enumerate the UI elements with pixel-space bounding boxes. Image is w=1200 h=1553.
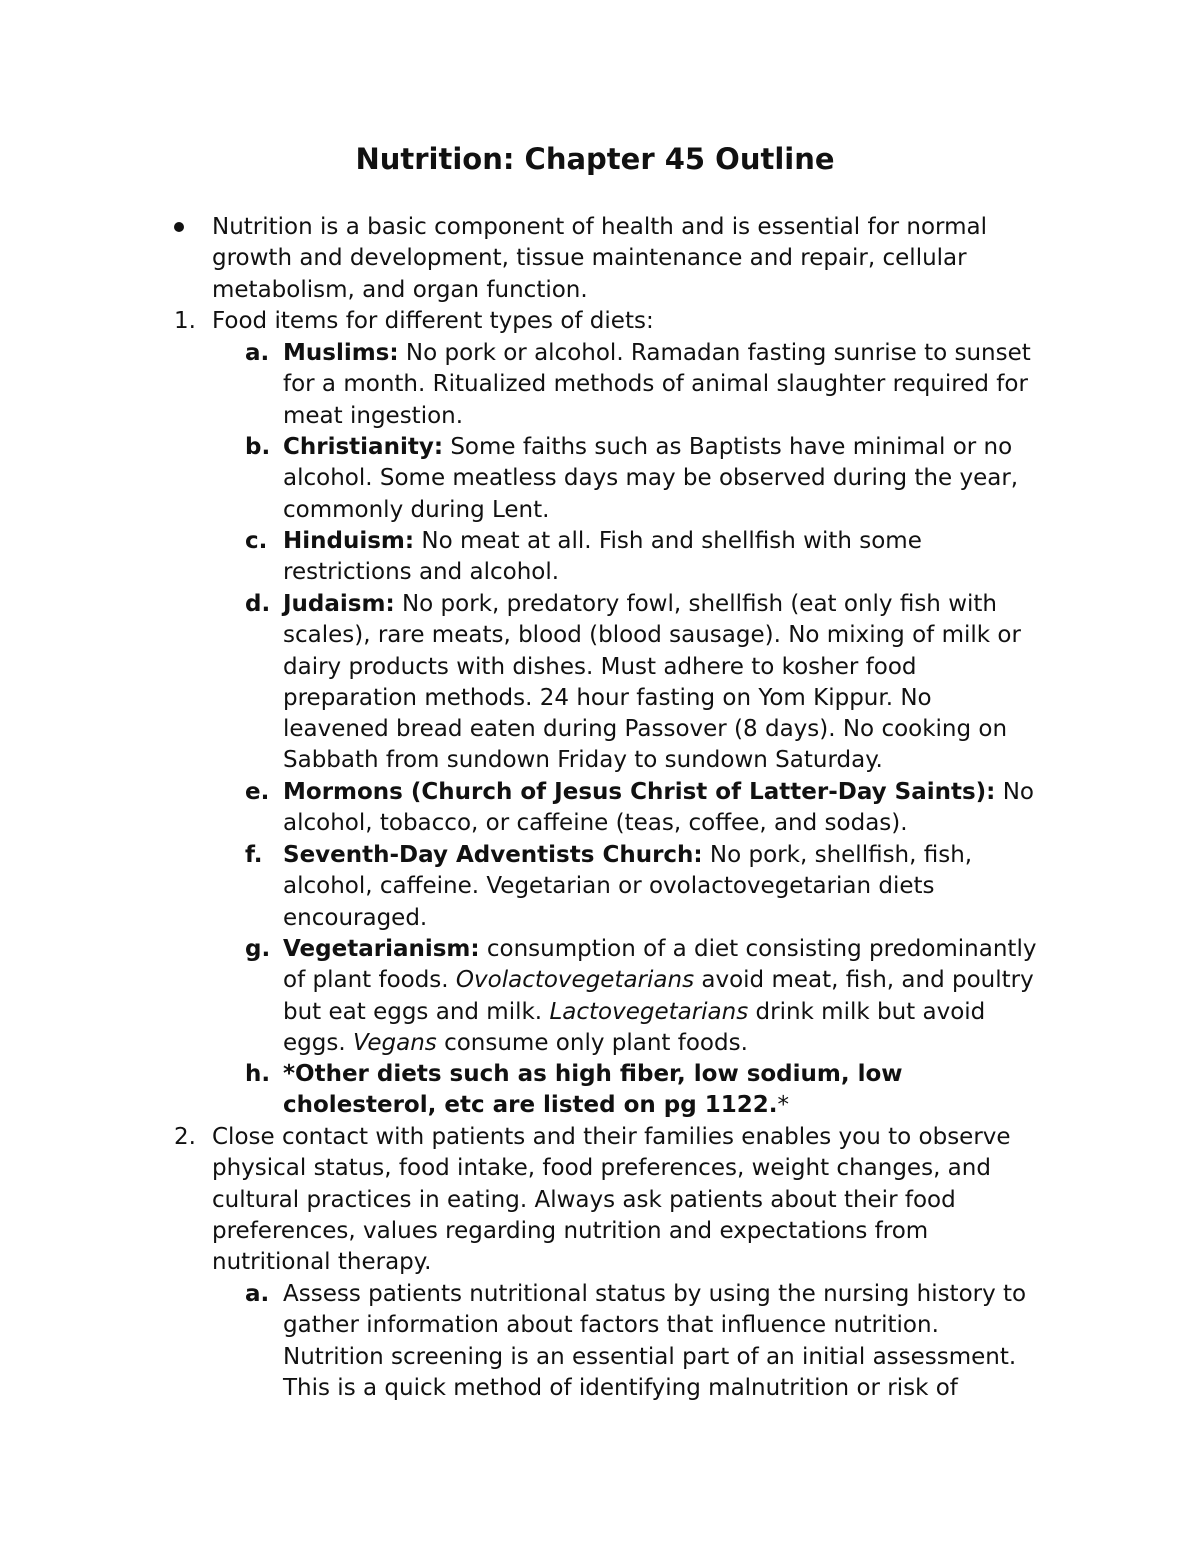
intro-text: Nutrition is a basic component of health and is essential for normal growth and development, tissue maintenance and repair, cellular metabolism, and organ function. <box>212 214 987 303</box>
sublist-item-judaism: d. Judaism: No pork, predatory fowl, shellfish (eat only fish with scales), rare meats, blood (blood sausage). No mixing of milk or dairy products with dishes. Must adhere to kosher food preparation methods. 24 hour fasting on Yom Kippur. No leavened bread eaten during Passover (8 days). No cooking on Sabbath from sundown Friday to sundown Saturday. <box>245 591 1021 774</box>
item-label: Vegetarianism: <box>283 936 480 962</box>
item-label: Mormons (Church of Jesus Christ of Latter-Day Saints): <box>283 779 996 805</box>
bullet-icon <box>174 222 184 232</box>
item-label: Judaism: <box>283 591 395 617</box>
list-letter: e. <box>245 779 270 805</box>
list-item-1 <box>174 306 654 337</box>
term-vegans: Vegans <box>352 1029 437 1056</box>
intro-bullet <box>212 212 987 306</box>
page-title: Nutrition: Chapter 45 Outline <box>355 142 835 176</box>
list-item-text: Food items for different types of diets: <box>212 308 654 334</box>
list-letter: f. <box>245 842 263 868</box>
item-label: Christianity: <box>283 434 444 460</box>
list-letter: b. <box>245 434 271 460</box>
list-letter: h. <box>245 1061 271 1087</box>
sublist-item-mormons: e. Mormons (Church of Jesus Christ of Latter-Day Saints): No alcohol, tobacco, or caffeine (teas, coffee, and sodas). <box>245 779 1034 837</box>
list-letter: c. <box>245 528 268 554</box>
list-number: 1. <box>174 308 196 334</box>
sublist-item-muslims: a. Muslims: No pork or alcohol. Ramadan fasting sunrise to sunset for a month. Ritualized methods of animal slaughter required for meat ingestion. <box>245 340 1031 429</box>
list-letter: g. <box>245 936 271 962</box>
sublist-item-adventists: f. Seventh-Day Adventists Church: No pork, shellfish, fish, alcohol, caffeine. Vegetarian or ovolactovegetarian diets encouraged. <box>245 842 973 931</box>
sublist-item-vegetarianism: g. Vegetarianism: consumption of a diet consisting predominantly of plant foods. Ovolactovegetarians avoid meat, fish, and poultry but eat eggs and milk. Lactovegetarians drink milk but avoid eggs. Vegans consume only plant foods. <box>245 936 1037 1056</box>
item-label: Hinduism: <box>283 528 415 554</box>
sublist-item-assess: a. Assess patients nutritional status by using the nursing history to gather information about factors that influence nutrition. Nutrition screening is an essential part of an initial assessment. This is a quick method of identifying malnutrition or risk of <box>245 1281 1027 1401</box>
list-letter: d. <box>245 591 271 617</box>
list-letter: a. <box>245 1281 270 1307</box>
sublist-item-christianity: b. Christianity: Some faiths such as Baptists have minimal or no alcohol. Some meatless days may be observed during the year, commonly during Lent. <box>245 434 1019 523</box>
list-letter: a. <box>245 340 270 366</box>
item-label: Seventh-Day Adventists Church: <box>283 842 703 868</box>
sublist-item-hinduism: c. Hinduism: No meat at all. Fish and shellfish with some restrictions and alcohol. <box>245 528 922 586</box>
item-label: Muslims: <box>283 340 399 366</box>
sublist-item-other-diets: h. *Other diets such as high fiber, low sodium, low cholesterol, etc are listed on pg 1122.* <box>245 1061 903 1119</box>
term-ovolactovegetarians: Ovolactovegetarians <box>455 967 695 994</box>
list-number: 2. <box>174 1124 196 1150</box>
list-item-2: 2. Close contact with patients and their families enables you to observe physical status, food intake, food preferences, weight changes, and cultural practices in eating. Always ask patients about their food preferences, values regarding nutrition and expectations from nutritional therapy. <box>174 1124 1011 1276</box>
term-lactovegetarians: Lactovegetarians <box>549 998 749 1025</box>
